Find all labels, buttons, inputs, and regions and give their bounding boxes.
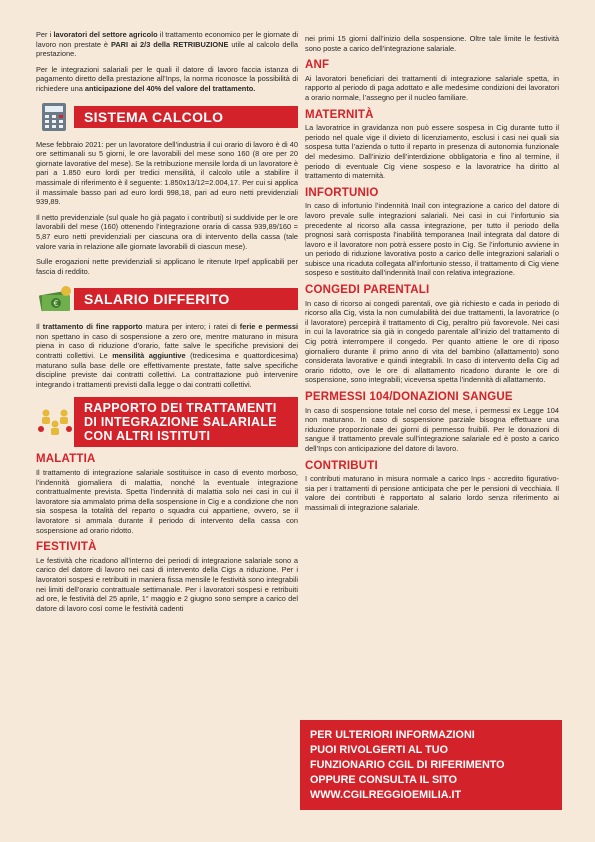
calcolo-paragraph-2: Il netto previdenziale (sul quale ho già pagato i contributi) si suddivide per le ore lavorabili del mese (160) ottenendo l’integrazione oraria di cassa 939,89/160 = 5,87 euro netti previdenziali per ciascuna ora di intervento della cassa (tale valore varia in relazione alle giornate lavorabili di ciascun mese). (36, 212, 298, 251)
rapporto-header (36, 397, 298, 447)
congedi-heading: CONGEDI PARENTALI (305, 284, 430, 297)
info-box (300, 720, 562, 810)
contributi-paragraph: I contributi maturano in misura normale a carico Inps - accredito figurativo- sia per i trattamenti di pensione anticipata che per le pensioni di vecchiaia. Il valore dei contributi è rapportato al salario lordo senza riferimento ai massimali di integrazione salariale. (305, 474, 559, 512)
svg-text:€: € (53, 299, 59, 309)
left-column (36, 30, 298, 619)
info-line-3: FUNZIONARIO CGIL DI RIFERIMENTO (310, 759, 505, 771)
congedi-paragraph: In caso di ricorso ai congedi parentali, ove già richiesto e cada in periodo di ricorso alla Cig, vista la non cumulabilità dei due trattamenti, la lavoratrice (o il lavoratore) percepirà il trattamento di Cig, peraltro più favorevole. Nei casi in cui la lavoratrice sia già in congedo parentale all’inizio del trattamento di Cig potrà interrompere il congedo. Per quanto attiene le ore di riposo giornaliero durante il primo anno di vita del bambino (allattamento) sono considerata lavorative e quindi integrabili. In caso di intervento della Cig ad orario ridotto, ove le ore di allattamento ricadono durante le ore di sospensione, sono integrabili; viceversa spetta l’indennità di allattamento. (305, 298, 559, 385)
rapporto-title: RAPPORTO DEI TRATTAMENTI DI INTEGRAZIONE SALARIALE CON ALTRI ISTITUTI (74, 397, 298, 447)
contributi-heading: CONTRIBUTI (305, 459, 378, 472)
calculator-icon (36, 102, 74, 132)
info-line-1: PER ULTERIORI INFORMAZIONI (310, 729, 475, 741)
malattia-paragraph: Il trattamento di integrazione salariale sostituisce in caso di evento morboso, l’indennità giornaliera di malattia, nonché la eventuale integrazione contrattualmente prevista. Spetta l’indennità di malattia solo nei casi in cui il lavoratore sia ammalato prima della sospensione in Cig e a condizione che non sia sospesa la totalità del reparto o squadra cui appartiene, ovvero, se il lavoratore si ammala durante il periodo di intervento della cassa con sospensione ad orario ridotto. (36, 468, 298, 535)
right-column (305, 34, 559, 519)
sistema-calcolo-title: SISTEMA CALCOLO (74, 106, 298, 128)
info-line-4: OPPURE CONSULTA IL SITO (310, 774, 457, 786)
agricoltura-paragraph: Per i lavoratori del settore agricolo il trattamento economico per le giornate di lavoro non prestate è PARI ai 2/3 della RETRIBUZIONE utile al calcolo della prestazione. (36, 30, 298, 59)
malattia-heading: MALATTIA (36, 453, 96, 466)
permessi-paragraph: In caso di sospensione totale nel corso del mese, i permessi ex Legge 104 non maturano. In caso di sospensione parziale bisogna effettuare una riduzione proporzionale dei giorni di permesso fruibili. Per le donazioni di sangue il trattamento prevale sull’integrazione salariale ed è posto a carico dell’Inps con anticipazione del datore di lavoro. (305, 405, 559, 453)
salario-differito-header (36, 284, 298, 314)
salario-paragraph: Il trattamento di fine rapporto matura per intero; i ratei di ferie e permessi non spettano in caso di sospensione a zero ore, mentre maturano in misura piena in caso di riduzione d’orario, fatte salve le specifiche previsioni dei contratti collettivi. Le mensilità aggiuntive (tredicesima e quattordicesima) maturano sulla base delle ore effettivamente prestate, fatte salve specifiche discipline previste dai contratti collettivi. La contrattazione può intervenire integrando i trattamenti previsti dalla legge o dai contratti collettivi. (36, 322, 299, 389)
permessi-heading: PERMESSI 104/DONAZIONI SANGUE (305, 391, 513, 403)
anf-paragraph: Ai lavoratori beneficiari dei trattamenti di integrazione salariale spetta, in rapporto al periodo di paga adottato e alle medesime condizioni dei lavoratori a orario normale, l’assegno per il nucleo familiare. (305, 73, 559, 102)
calcolo-paragraph-1: Mese febbraio 2021: per un lavoratore dell’industria il cui orario di lavoro è di 40 ore settimanali su 5 giorni, le ore lavorabili del mese sono 160 (8 ore per 20 giornate lavorative del mese). Se la retribuzione mensile lorda di un lavoratore è pari a 1.850 euro lordi per tredici mensilità, il calcolo utile a stabilire il massimale di riferimento è il seguente: 1.850x13/12=2.004,17. Per cui si applica il massimale basso pari ad euro lordi 998,18, pari ad euro netti previdenziali 939,89. (36, 139, 298, 207)
festivita-paragraph: Le festività che ricadono all’interno dei periodi di integrazione salariale sono a carico del datore di lavoro nei casi di intervento della Cigs a riduzione. Per i lavoratori sospesi e retribuiti in maniera fissa mensile le festività sono integrabili nei limiti dell’orario contrattuale settimanale. Per i lavoratori sospesi e retribuiti ad ore, le festività del 25 aprile, 1° maggio e 2 giugno sono sempre a carico del datore di lavoro così come le festività cadenti (36, 555, 298, 613)
info-line-2: PUOI RIVOLGERTI AL TUO (310, 744, 448, 756)
people-icon (36, 407, 74, 437)
sistema-calcolo-header (36, 102, 298, 132)
money-icon (36, 284, 74, 314)
infortunio-paragraph: In caso di infortunio l’indennità Inail con integrazione a carico del datore di lavoro prevale sulle integrazioni salariali. Nei casi in cui l’infortunio sia precedente al ricorso alla cassa integrazione, per tutto il periodo della prognosi sarà corrisposta l’inabilità temporanea Inail integrata dal datore di lavoro e il lavoratore non potrà essere posto in Cig. Se l’infortunio avviene in un periodo di riduzione lavorativa posto a carico delle integrazioni salariali o subisce una ricaduta collegata all’infortunio stesso, il trattamento di Cig viene sospeso e sostituito dall’indennità Inail con relativa integrazione. (305, 201, 559, 278)
festivita-continued-paragraph: nei primi 15 giorni dall’inizio della sospensione. Oltre tale limite le festività sono poste a carico dell’integrazione salariale. (305, 34, 559, 53)
calcolo-paragraph-3: Sulle erogazioni nette previdenziali si applicano le ritenute Irpef applicabili per fascia di reddito. (36, 257, 298, 276)
anf-heading: ANF (305, 59, 330, 72)
infortunio-heading: INFORTUNIO (305, 186, 379, 199)
anticipazione-paragraph: Per le integrazioni salariali per le quali il datore di lavoro faccia istanza di pagamento diretto della prestazione all’Inps, la norma riconosce la possibilità di richiedere una anticipazione del 40% del valore del trattamento. (36, 64, 298, 93)
maternita-paragraph: La lavoratrice in gravidanza non può essere sospesa in Cig durante tutto il periodo nel quale vige il divieto di licenziamento, esclusi i casi nei quali sia sospesa tutta l’azienda o tutto il reparto in presenza di autonomia funzionale del medesimo. Dall’inizio dell’interdizione obbligatoria e fino al termine, il periodo di eventuale Cig viene sospeso e la lavoratrice ha diritto al trattamento di maternità. (305, 123, 559, 181)
maternita-heading: MATERNITÀ (305, 108, 374, 121)
festivita-heading: FESTIVITÀ (36, 541, 97, 554)
salario-differito-title: SALARIO DIFFERITO (74, 288, 298, 310)
website-link[interactable]: WWW.CGILREGGIOEMILIA.IT (310, 789, 462, 801)
